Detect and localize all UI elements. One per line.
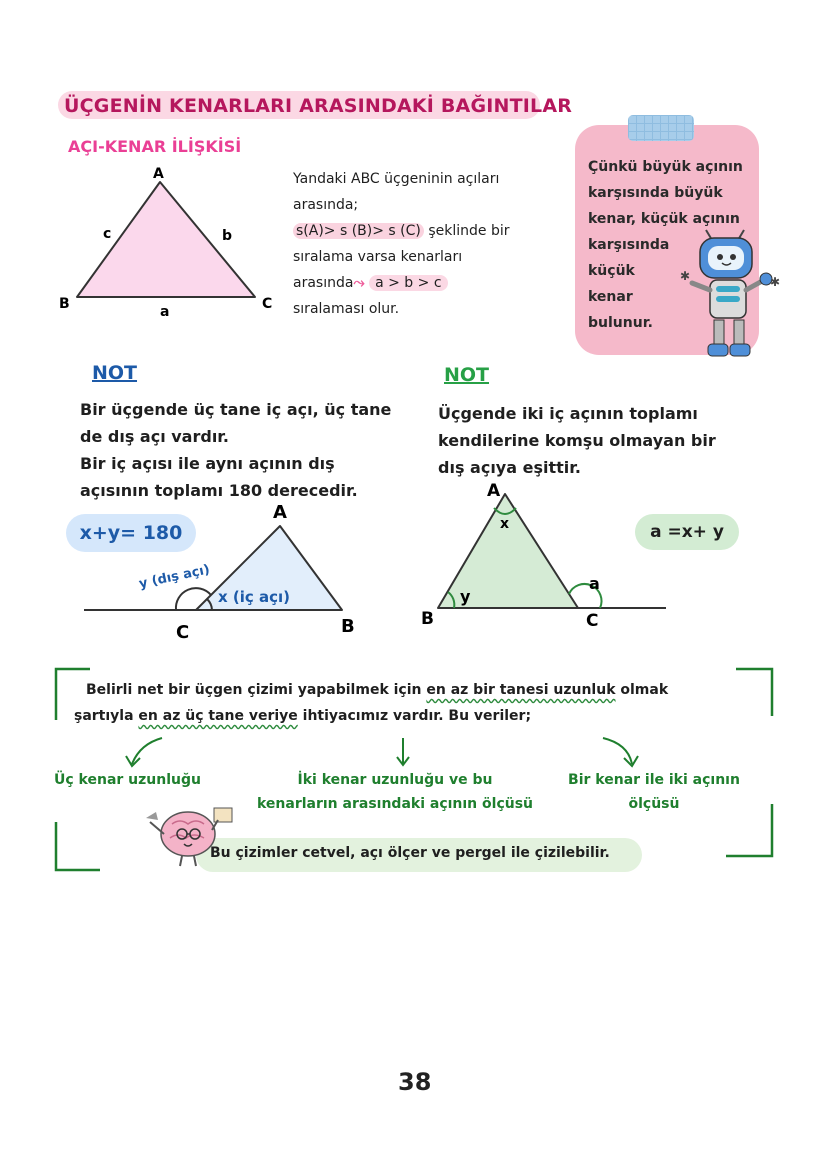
angle-y-label: y bbox=[460, 587, 471, 606]
note-1-heading: NOT bbox=[92, 362, 138, 384]
angle-order-highlight: s(A)> s (B)> s (C) bbox=[293, 223, 424, 239]
intro-line: sıralaması olur. bbox=[293, 301, 400, 317]
note-card-text: Çünkü büyük açının karşısında büyük kenar, küçük açının karşısında küçük kenar bulunur. bbox=[588, 159, 743, 331]
vertex-a-label: A bbox=[273, 502, 287, 523]
vertex-b-label: B bbox=[421, 609, 434, 629]
robot-icon bbox=[680, 228, 785, 368]
vertex-a-label: A bbox=[487, 481, 501, 501]
intro-line: sıralama varsa kenarları bbox=[293, 249, 463, 265]
side-order-highlight: a > b > c bbox=[369, 275, 447, 291]
exterior-angle-diagram bbox=[80, 496, 380, 646]
svg-text:✱: ✱ bbox=[680, 269, 691, 283]
interior-angle-label: x (iç açı) bbox=[218, 588, 291, 606]
arrow-icon: ⤳ bbox=[353, 275, 365, 291]
vertex-b-label: B bbox=[341, 616, 355, 637]
exterior-angle-label: y (dış açı) bbox=[137, 562, 212, 592]
side-a-label: a bbox=[160, 304, 170, 320]
tools-statement: Bu çizimler cetvel, açı ölçer ve pergel ile çizilebilir. bbox=[210, 845, 610, 861]
option-two-sides-angle: İki kenar uzunluğu ve bu kenarların arasındaki açının ölçüsü bbox=[256, 772, 534, 812]
side-b-label: b bbox=[222, 228, 233, 244]
vertex-b-label: B bbox=[59, 296, 70, 312]
triangle-shape bbox=[438, 494, 578, 608]
angle-x-label: x bbox=[500, 516, 510, 532]
side-c-label: c bbox=[103, 226, 112, 242]
vertex-a-label: A bbox=[153, 166, 164, 182]
note-2-heading: NOT bbox=[444, 364, 490, 386]
svg-text:✱: ✱ bbox=[770, 275, 781, 289]
formula-a-equals-x-plus-y: a =x+ y bbox=[635, 514, 739, 550]
construction-rule-text: Belirli net bir üçgen çizimi yapabilmek için en az bir tanesi uzunluk olmak bbox=[86, 682, 669, 698]
formula-x-plus-y: x+y= 180 bbox=[66, 514, 196, 552]
vertex-c-label: C bbox=[176, 622, 190, 643]
vertex-c-label: C bbox=[586, 611, 599, 631]
vertex-c-label: C bbox=[262, 296, 273, 312]
angle-a-label: a bbox=[589, 574, 600, 593]
option-side-two-angles: Bir kenar ile iki açının ölçüsü bbox=[568, 772, 740, 812]
intro-line: arasında⤳ a > b > c bbox=[293, 270, 509, 296]
page-title: ÜÇGENİN KENARLARI ARASINDAKİ BAĞINTILAR bbox=[64, 95, 573, 117]
note-1-text: Bir üçgende üç tane iç açı, üç tane de dış açı vardır. Bir iç açısı ile aynı açının dış açısının toplamı 180 derecedir. bbox=[80, 400, 392, 500]
intro-line: s(A)> s (B)> s (C) şeklinde bir bbox=[293, 218, 509, 244]
construction-rule-text-2: şartıyla en az üç tane veriye ihtiyacımız vardır. Bu veriler; bbox=[74, 708, 532, 724]
exterior-angle-theorem-diagram bbox=[418, 478, 678, 638]
intro-line: arasında; bbox=[293, 197, 359, 213]
intro-paragraph bbox=[293, 166, 509, 322]
underlined-phrase: en az bir tanesi uzunluk bbox=[426, 682, 616, 698]
underlined-phrase: en az üç tane veriye bbox=[138, 708, 298, 724]
section-subtitle: AÇI-KENAR İLİŞKİSİ bbox=[68, 137, 242, 156]
page-number: 38 bbox=[398, 1068, 432, 1096]
triangle-abc-diagram bbox=[55, 160, 285, 325]
option-three-sides: Üç kenar uzunluğu bbox=[54, 772, 201, 788]
intro-line: Yandaki ABC üçgeninin açıları bbox=[293, 171, 500, 187]
note-2-text: Üçgende iki iç açının toplamı kendilerine komşu olmayan bir dış açıya eşittir. bbox=[438, 404, 716, 477]
tape-decoration bbox=[628, 115, 694, 141]
